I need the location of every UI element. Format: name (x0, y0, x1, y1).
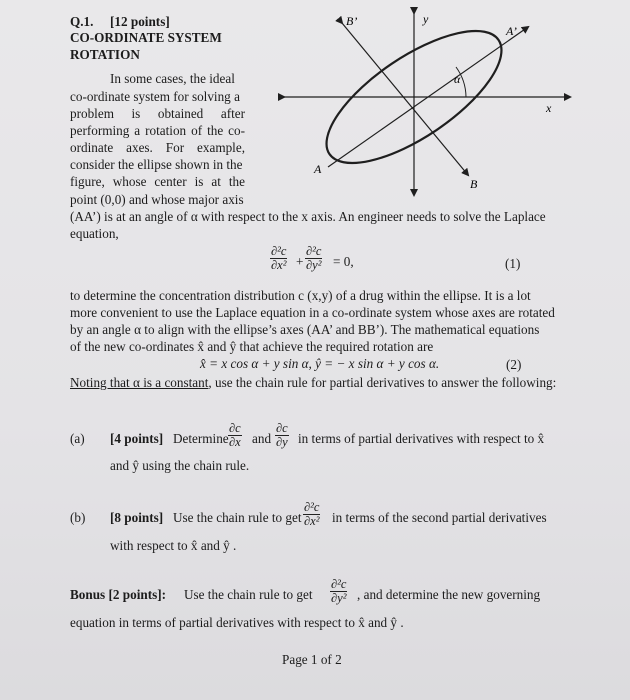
part-a-frac2 (275, 422, 289, 449)
intro-line: performing a rotation of the co- (70, 123, 245, 138)
part-a-text2: in terms of partial derivatives with respect to x̂ (298, 431, 545, 446)
eq1-frac1-denominator: ∂x² (271, 258, 287, 272)
intro-line: problem is obtained after (70, 106, 245, 121)
bonus-frac (330, 578, 347, 605)
noting-rest: , use the chain rule for partial derivatives to answer the following: (208, 375, 557, 390)
part-b-frac-denominator: ∂x² (304, 514, 320, 528)
part-a-label: (a) (70, 431, 85, 446)
eq2-number: (2) (506, 357, 522, 372)
eq2: x̂ = x cos α + y sin α, ŷ = − x sin α + y cos α. (200, 356, 440, 371)
intro-line: ordinate axes. For example, (70, 140, 245, 155)
label-alpha: α (454, 72, 461, 86)
eq1-number: (1) (505, 256, 521, 271)
part-b-frac-numerator: ∂²c (304, 500, 320, 514)
part-a-frac1-numerator: ∂c (229, 421, 241, 435)
intro-line: In some cases, the ideal (110, 71, 235, 86)
question-number: Q.1. (70, 14, 94, 29)
label-b-prime: B’ (346, 14, 358, 28)
bonus-line2: equation in terms of partial derivatives with respect to x̂ and ŷ . (70, 615, 404, 630)
eq1-frac2-numerator: ∂²c (306, 244, 322, 258)
eq1-rest: = 0, (333, 254, 354, 269)
part-b-label: (b) (70, 510, 86, 525)
part-b-points: [8 points] (110, 510, 164, 525)
title-line-1: CO-ORDINATE SYSTEM (70, 30, 222, 45)
label-b: B (470, 177, 478, 191)
part-b-frac (303, 501, 320, 528)
page-number: Page 1 of 2 (282, 652, 342, 667)
para2-line: more convenient to use the Laplace equation in a co-ordinate system whose axes are rotated (70, 305, 555, 320)
question-points: [12 points] (110, 14, 170, 29)
intro-line: point (0,0) and whose major axis (70, 192, 244, 207)
part-b-text2: in terms of the second partial derivatives (332, 510, 547, 525)
bonus-frac-denominator: ∂y² (331, 591, 347, 605)
part-a-line2: and ŷ using the chain rule. (110, 458, 250, 473)
intro-line: equation, (70, 226, 119, 241)
bonus-text1: Use the chain rule to get (184, 587, 313, 602)
para2-line: to determine the concentration distribution c (x,y) of a drug within the ellipse. It is a lot (70, 288, 531, 303)
bonus-text2: , and determine the new governing (357, 587, 541, 602)
label-a: A (314, 162, 322, 176)
part-b-line2: with respect to x̂ and ŷ . (110, 538, 237, 553)
bonus-label: Bonus [2 points]: (70, 587, 167, 602)
eq1-frac1-numerator: ∂²c (271, 244, 287, 258)
label-a-prime: A’ (506, 24, 517, 38)
part-a-points: [4 points] (110, 431, 164, 446)
label-x: x (546, 101, 552, 115)
part-a-frac2-denominator: ∂y (276, 435, 288, 449)
part-a-frac2-numerator: ∂c (276, 421, 288, 435)
part-a-frac1-denominator: ∂x (229, 435, 241, 449)
eq1-fraction-1 (270, 245, 287, 272)
eq1-fraction-2 (305, 245, 322, 272)
eq1-frac2-denominator: ∂y² (306, 258, 322, 272)
title-line-2: ROTATION (70, 47, 140, 62)
part-a-text1: Determine (173, 431, 229, 446)
para2-line: of the new co-ordinates x̂ and ŷ that achieve the required rotation are (70, 339, 434, 354)
para2-line: by an angle α to align with the ellipse’s axes (AA’ and BB’). The mathematical equations (70, 322, 540, 337)
part-b-text1: Use the chain rule to get (173, 510, 302, 525)
part-a-frac1 (228, 422, 242, 449)
intro-line: (AA’) is at an angle of α with respect to the x axis. An engineer needs to solve the Laplace (70, 209, 546, 224)
intro-line: figure, whose center is at the (70, 174, 245, 189)
noting-line (70, 375, 556, 391)
label-y: y (423, 12, 429, 26)
eq1-plus: + (296, 254, 304, 269)
bonus-frac-numerator: ∂²c (331, 577, 347, 591)
part-a-and: and (252, 431, 272, 446)
ellipse-figure (270, 5, 590, 205)
intro-line: consider the ellipse shown in the (70, 157, 243, 172)
intro-line: co-ordinate system for solving a (70, 89, 240, 104)
noting-underlined: Noting that α is a constant (70, 375, 209, 390)
minor-axis-line (342, 23, 468, 175)
